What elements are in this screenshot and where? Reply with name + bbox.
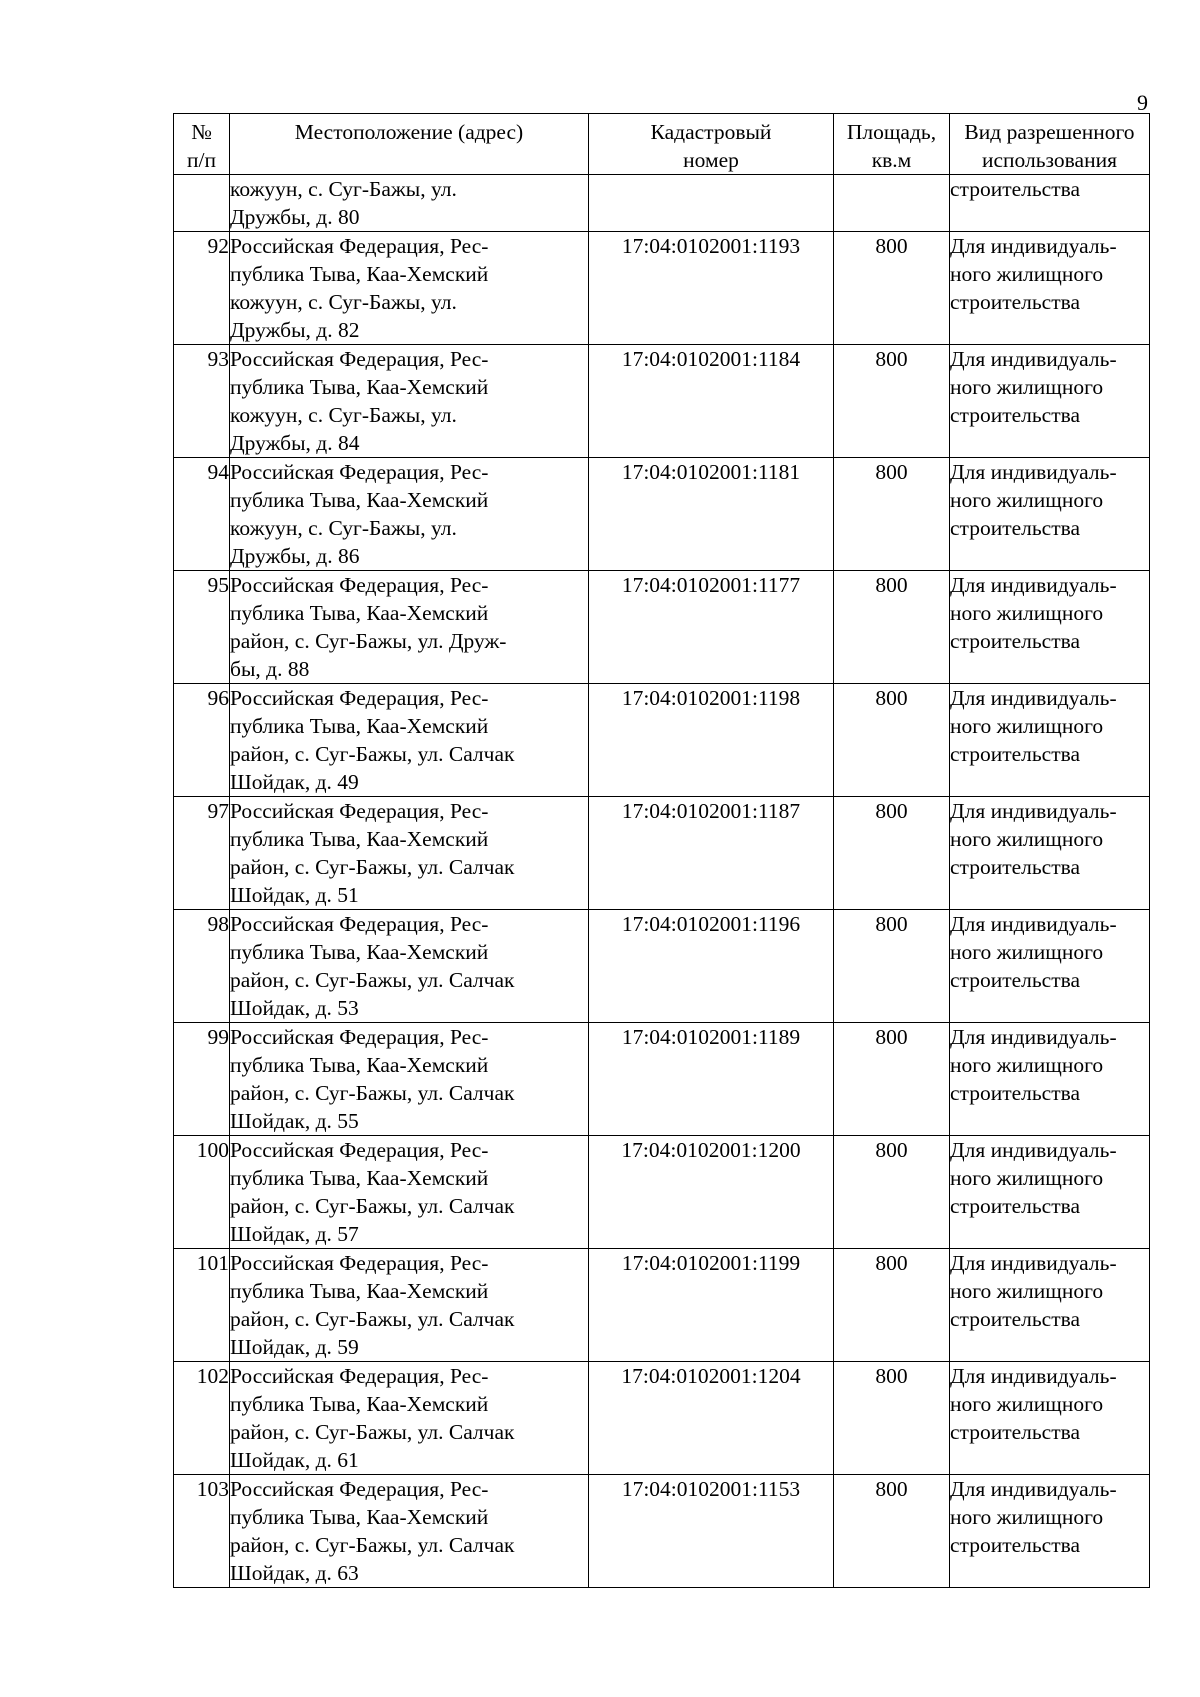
use-line: строительства: [950, 1307, 1081, 1331]
use-line: ного жилищного: [950, 1505, 1104, 1529]
cell-use: [950, 345, 1150, 458]
use-line: ного жилищного: [950, 827, 1104, 851]
use-line: Для индивидуаль-: [950, 1251, 1117, 1275]
cell-address: [230, 1023, 589, 1136]
cell-area: 800: [834, 910, 950, 1023]
address-line: Российская Федерация, Рес-: [230, 573, 489, 597]
use-line: ного жилищного: [950, 1392, 1104, 1416]
address-line: Российская Федерация, Рес-: [230, 460, 489, 484]
cell-use: [950, 1023, 1150, 1136]
address-line: публика Тыва, Каа-Хемский: [230, 375, 489, 399]
address-line: Шойдак, д. 53: [230, 996, 359, 1020]
cell-address: [230, 1362, 589, 1475]
address-line: кожуун, с. Суг-Бажы, ул.: [230, 403, 457, 427]
address-line: Российская Федерация, Рес-: [230, 1364, 489, 1388]
cell-address: [230, 345, 589, 458]
header-area-line: кв.м: [871, 148, 912, 172]
table-row: [174, 910, 1150, 1023]
cell-area: 800: [834, 232, 950, 345]
use-line: ного жилищного: [950, 1053, 1104, 1077]
address-line: публика Тыва, Каа-Хемский: [230, 488, 489, 512]
header-area: [834, 114, 950, 175]
use-line: Для индивидуаль-: [950, 1477, 1117, 1501]
cell-address: [230, 797, 589, 910]
cell-num: 93: [174, 345, 230, 458]
address-line: кожуун, с. Суг-Бажы, ул.: [230, 177, 457, 201]
table-row: [174, 1362, 1150, 1475]
cell-num: 102: [174, 1362, 230, 1475]
address-line: Российская Федерация, Рес-: [230, 1251, 489, 1275]
continuation-row: [174, 175, 1150, 232]
cell-cadastral: 17:04:0102001:1177: [589, 571, 834, 684]
address-line: публика Тыва, Каа-Хемский: [230, 940, 489, 964]
address-line: Дружбы, д. 82: [230, 318, 360, 342]
use-line: Для индивидуаль-: [950, 234, 1117, 258]
address-line: публика Тыва, Каа-Хемский: [230, 1279, 489, 1303]
address-line: район, с. Суг-Бажы, ул. Салчак: [230, 1307, 515, 1331]
cell-area: 800: [834, 684, 950, 797]
address-line: Российская Федерация, Рес-: [230, 1025, 489, 1049]
use-line: строительства: [950, 855, 1081, 879]
address-line: Шойдак, д. 63: [230, 1561, 359, 1585]
cell-address: [230, 1249, 589, 1362]
address-line: район, с. Суг-Бажы, ул. Салчак: [230, 1194, 515, 1218]
use-line: строительства: [950, 516, 1081, 540]
cell-address: [230, 910, 589, 1023]
cell-area: [834, 175, 950, 232]
use-line: Для индивидуаль-: [950, 1138, 1117, 1162]
cell-num: 100: [174, 1136, 230, 1249]
table-row: [174, 345, 1150, 458]
address-line: бы, д. 88: [230, 657, 310, 681]
cell-area: 800: [834, 1249, 950, 1362]
address-line: публика Тыва, Каа-Хемский: [230, 1505, 489, 1529]
use-line: ного жилищного: [950, 940, 1104, 964]
address-line: Российская Федерация, Рес-: [230, 234, 489, 258]
cell-use: [950, 175, 1150, 232]
cell-cadastral: 17:04:0102001:1187: [589, 797, 834, 910]
use-line: строительства: [950, 1420, 1081, 1444]
address-line: Российская Федерация, Рес-: [230, 799, 489, 823]
use-line: Для индивидуаль-: [950, 460, 1117, 484]
cell-address: [230, 458, 589, 571]
cell-cadastral: 17:04:0102001:1184: [589, 345, 834, 458]
address-line: Шойдак, д. 61: [230, 1448, 359, 1472]
cell-area: 800: [834, 797, 950, 910]
cell-use: [950, 910, 1150, 1023]
cell-address: [230, 571, 589, 684]
cell-use: [950, 458, 1150, 571]
cell-cadastral: 17:04:0102001:1193: [589, 232, 834, 345]
cell-address: [230, 175, 589, 232]
cell-cadastral: 17:04:0102001:1198: [589, 684, 834, 797]
cell-area: 800: [834, 1023, 950, 1136]
cell-use: [950, 232, 1150, 345]
address-line: публика Тыва, Каа-Хемский: [230, 1053, 489, 1077]
use-line: строительства: [950, 290, 1081, 314]
address-line: Дружбы, д. 86: [230, 544, 360, 568]
address-line: Дружбы, д. 84: [230, 431, 360, 455]
cell-num: 101: [174, 1249, 230, 1362]
table-row: [174, 1023, 1150, 1136]
land-plot-table: [173, 113, 1150, 1588]
table-row: [174, 1475, 1150, 1588]
table-row: [174, 1136, 1150, 1249]
header-use-line: использования: [982, 148, 1117, 172]
table-row: [174, 684, 1150, 797]
cell-num: 98: [174, 910, 230, 1023]
address-line: Шойдак, д. 55: [230, 1109, 359, 1133]
header-use-line: Вид разрешенного: [964, 120, 1135, 144]
cell-num: 94: [174, 458, 230, 571]
address-line: Шойдак, д. 49: [230, 770, 359, 794]
use-line: Для индивидуаль-: [950, 1364, 1117, 1388]
cell-num: 95: [174, 571, 230, 684]
header-num-line: п/п: [187, 148, 216, 172]
use-line: строительства: [950, 629, 1081, 653]
table-body: [174, 175, 1150, 1588]
table-row: [174, 458, 1150, 571]
use-line: строительства: [950, 742, 1081, 766]
cell-num: 99: [174, 1023, 230, 1136]
cell-use: [950, 1136, 1150, 1249]
use-line: строительства: [950, 968, 1081, 992]
address-line: публика Тыва, Каа-Хемский: [230, 262, 489, 286]
use-line: строительства: [950, 403, 1081, 427]
address-line: кожуун, с. Суг-Бажы, ул.: [230, 290, 457, 314]
use-line: Для индивидуаль-: [950, 347, 1117, 371]
cell-num: 97: [174, 797, 230, 910]
header-use: [950, 114, 1150, 175]
address-line: район, с. Суг-Бажы, ул. Салчак: [230, 1081, 515, 1105]
header-num: [174, 114, 230, 175]
cell-area: 800: [834, 1475, 950, 1588]
cell-use: [950, 571, 1150, 684]
use-line: ного жилищного: [950, 262, 1104, 286]
cell-area: 800: [834, 1362, 950, 1475]
address-line: район, с. Суг-Бажы, ул. Салчак: [230, 968, 515, 992]
cell-use: [950, 1249, 1150, 1362]
address-line: Шойдак, д. 59: [230, 1335, 359, 1359]
table-row: [174, 1249, 1150, 1362]
use-line: Для индивидуаль-: [950, 799, 1117, 823]
cell-area: 800: [834, 458, 950, 571]
address-line: Российская Федерация, Рес-: [230, 1477, 489, 1501]
address-line: Российская Федерация, Рес-: [230, 1138, 489, 1162]
use-line: Для индивидуаль-: [950, 912, 1117, 936]
header-cadastral-line: Кадастровый: [650, 120, 772, 144]
address-line: публика Тыва, Каа-Хемский: [230, 1166, 489, 1190]
address-line: публика Тыва, Каа-Хемский: [230, 601, 489, 625]
address-line: Российская Федерация, Рес-: [230, 686, 489, 710]
cell-num: 96: [174, 684, 230, 797]
table-row: [174, 797, 1150, 910]
cell-use: [950, 797, 1150, 910]
cell-use: [950, 1362, 1150, 1475]
header-address-line: Местоположение (адрес): [294, 120, 524, 144]
header-num-line: №: [191, 120, 212, 144]
address-line: район, с. Суг-Бажы, ул. Друж-: [230, 629, 507, 653]
cell-num: 92: [174, 232, 230, 345]
header-cadastral: [589, 114, 834, 175]
cell-cadastral: 17:04:0102001:1204: [589, 1362, 834, 1475]
cell-address: [230, 232, 589, 345]
cell-address: [230, 684, 589, 797]
address-line: Дружбы, д. 80: [230, 205, 360, 229]
address-line: район, с. Суг-Бажы, ул. Салчак: [230, 855, 515, 879]
address-line: кожуун, с. Суг-Бажы, ул.: [230, 516, 457, 540]
header-cadastral-line: номер: [683, 148, 739, 172]
use-line: строительства: [950, 1194, 1081, 1218]
use-line: строительства: [950, 1081, 1081, 1105]
use-line: ного жилищного: [950, 1279, 1104, 1303]
address-line: Российская Федерация, Рес-: [230, 347, 489, 371]
address-line: публика Тыва, Каа-Хемский: [230, 827, 489, 851]
cell-cadastral: 17:04:0102001:1196: [589, 910, 834, 1023]
cell-cadastral: 17:04:0102001:1199: [589, 1249, 834, 1362]
use-line: строительства: [950, 1533, 1081, 1557]
header-area-line: Площадь,: [846, 120, 937, 144]
table-row: [174, 571, 1150, 684]
address-line: публика Тыва, Каа-Хемский: [230, 714, 489, 738]
cell-use: [950, 1475, 1150, 1588]
use-line: ного жилищного: [950, 714, 1104, 738]
address-line: Шойдак, д. 57: [230, 1222, 359, 1246]
use-line: ного жилищного: [950, 375, 1104, 399]
address-line: публика Тыва, Каа-Хемский: [230, 1392, 489, 1416]
use-line: Для индивидуаль-: [950, 573, 1117, 597]
address-line: район, с. Суг-Бажы, ул. Салчак: [230, 1420, 515, 1444]
address-line: Российская Федерация, Рес-: [230, 912, 489, 936]
address-line: район, с. Суг-Бажы, ул. Салчак: [230, 742, 515, 766]
cell-cadastral: 17:04:0102001:1200: [589, 1136, 834, 1249]
cell-cadastral: 17:04:0102001:1181: [589, 458, 834, 571]
page-number: 9: [1137, 90, 1148, 115]
cell-address: [230, 1136, 589, 1249]
table-header-row: [174, 114, 1150, 175]
cell-area: 800: [834, 345, 950, 458]
use-line: ного жилищного: [950, 488, 1104, 512]
cell-area: 800: [834, 1136, 950, 1249]
cell-cadastral: [589, 175, 834, 232]
table-row: [174, 232, 1150, 345]
use-line: ного жилищного: [950, 1166, 1104, 1190]
address-line: район, с. Суг-Бажы, ул. Салчак: [230, 1533, 515, 1557]
use-line: Для индивидуаль-: [950, 1025, 1117, 1049]
cell-address: [230, 1475, 589, 1588]
address-line: Шойдак, д. 51: [230, 883, 359, 907]
cell-num: [174, 175, 230, 232]
use-line: ного жилищного: [950, 601, 1104, 625]
cell-use: [950, 684, 1150, 797]
header-address: [230, 114, 589, 175]
use-line: строительства: [950, 177, 1081, 201]
use-line: Для индивидуаль-: [950, 686, 1117, 710]
cell-num: 103: [174, 1475, 230, 1588]
cell-cadastral: 17:04:0102001:1189: [589, 1023, 834, 1136]
cell-cadastral: 17:04:0102001:1153: [589, 1475, 834, 1588]
cell-area: 800: [834, 571, 950, 684]
